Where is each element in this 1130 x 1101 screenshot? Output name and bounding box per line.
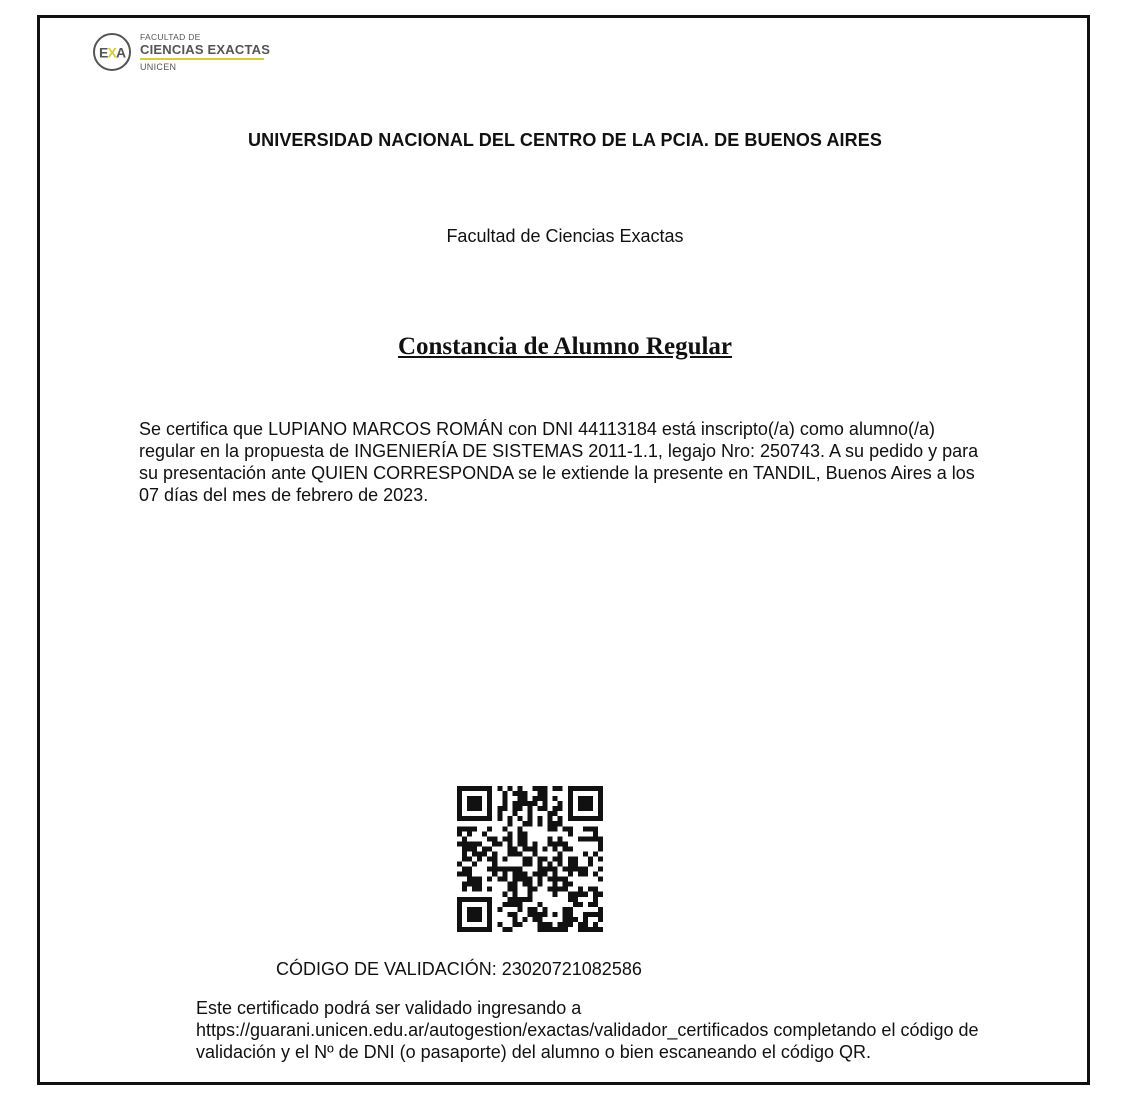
university-heading: UNIVERSIDAD NACIONAL DEL CENTRO DE LA PCIA. DE BUENOS AIRES — [248, 130, 882, 150]
svg-text:A: A — [116, 44, 127, 61]
logo-wordmark — [140, 32, 270, 72]
svg-text:X: X — [107, 44, 117, 61]
faculty-subheading: Facultad de Ciencias Exactas — [446, 226, 684, 246]
svg-text:E: E — [99, 44, 109, 61]
certificate-body: Se certifica que LUPIANO MARCOS ROMÁN con DNI 44113184 está inscripto(/a) como alumno(/a) regular en la propuesta de INGENIERÍA DE SISTEMAS 2011-1.1, legajo Nro: 250743. A su pedido y para su presentación ante QUIEN CORRESPONDA se le extiende la presente en TANDIL, Buenos Aires a los 07 días del mes de febrero de 2023. — [139, 419, 979, 505]
logo-accent-rule — [140, 58, 264, 60]
validation-instructions: Este certificado podrá ser validado ingresando a https://guarani.unicen.edu.ar/autogestion/exactas/validador_certificados completando el código de validación y el Nº de DNI (o pasaporte) del alumno o bien escaneando el código QR. — [196, 998, 979, 1062]
exa-logo-icon — [92, 32, 132, 72]
validation-code: CÓDIGO DE VALIDACIÓN: 23020721082586 — [276, 959, 642, 979]
faculty-logo — [92, 30, 272, 76]
logo-line-faculty: FACULTAD DE — [140, 32, 201, 42]
logo-line-university: UNICEN — [140, 62, 177, 72]
document-title: Constancia de Alumno Regular — [397, 333, 733, 360]
qr-code-icon — [457, 786, 603, 932]
logo-line-name: CIENCIAS EXACTAS — [140, 42, 271, 57]
